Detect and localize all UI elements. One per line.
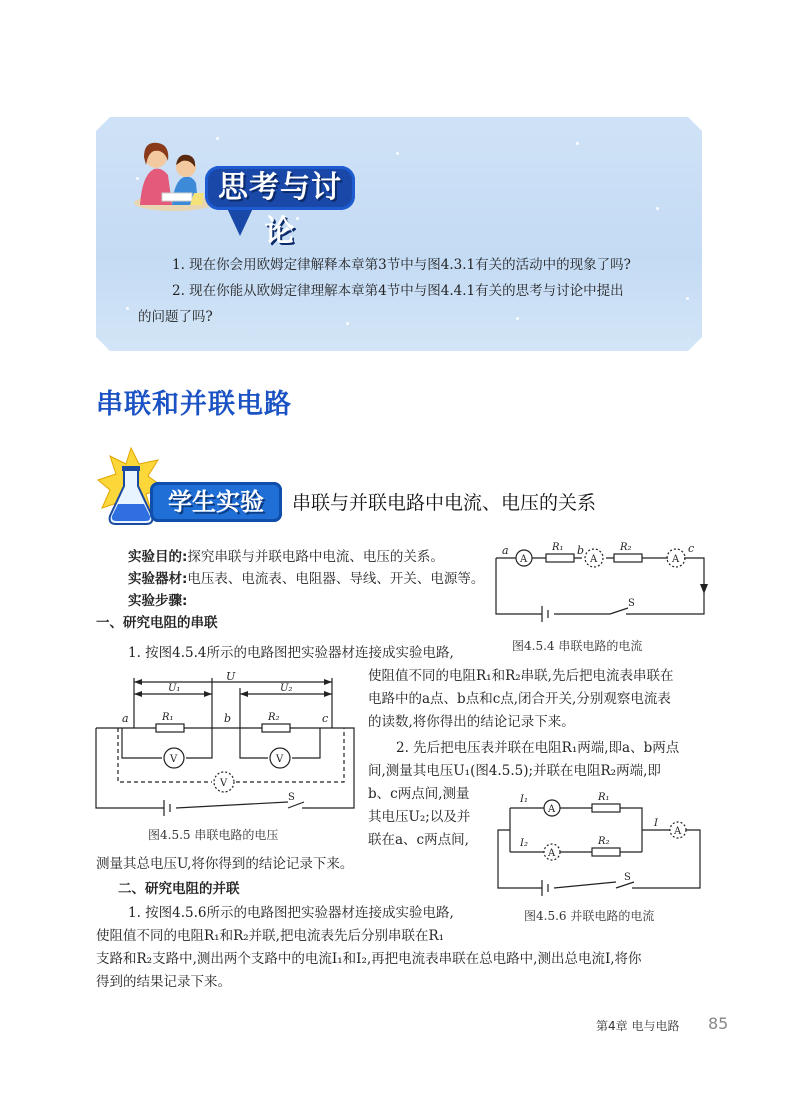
paragraph3-line2: 使阻值不同的电阻R₁和R₂并联,把电流表先后分别串联在R₁ (96, 928, 445, 944)
purpose-text: 探究串联与并联电路中电流、电压的关系。 (187, 549, 444, 565)
resistor-r2-icon (262, 724, 290, 732)
r2-label: R₂ (620, 542, 632, 553)
paragraph2-line2: 间,测量其电压U₁(图4.5.5);并联在电阻R₂两端,即 (368, 763, 661, 779)
steps-label: 实验步骤: (128, 593, 188, 609)
resistor-r2-icon (614, 554, 642, 562)
switch-label: S (624, 872, 631, 883)
paragraph3-line1: 1. 按图4.5.6所示的电路图把实验器材连接成实验电路, (128, 905, 454, 921)
i-label: I (654, 818, 658, 829)
paragraph1-line3: 电路中的a点、b点和c点,闭合开关,分别观察电流表 (368, 691, 671, 707)
part1-heading: 一、研究电阻的串联 (96, 615, 218, 631)
figure-4-5-6-circuit (490, 786, 712, 900)
paragraph3-line3: 支路和R₂支路中,测出两个支路中的电流I₁和I₂,再把电流表串联在总电路中,测出总电流I,将你 (96, 951, 642, 967)
ammeter-branch2-label: A (548, 848, 556, 859)
paragraph2-line4: 其电压U₂;以及并 (368, 809, 471, 825)
resistor-r1-icon (156, 724, 184, 732)
r1-label: R₁ (552, 542, 564, 553)
switch-label: S (628, 598, 635, 609)
page-number: 85 (708, 1014, 729, 1033)
purpose-line (128, 546, 444, 568)
battery-icon (542, 606, 548, 622)
part2-heading: 二、研究电阻的并联 (118, 881, 240, 897)
figure-4-5-5-circuit (92, 672, 358, 816)
resistor-r1-icon (546, 554, 574, 562)
point-a-label: a (122, 712, 129, 725)
figure-4-5-6-caption: 图4.5.6 并联电路的电流 (524, 909, 655, 923)
paragraph2-line3: b、c两点间,测量 (368, 786, 470, 802)
voltmeter-1-label: V (170, 754, 178, 765)
point-c-label: c (322, 712, 329, 725)
purpose-label: 实验目的: (128, 549, 188, 565)
equipment-line (128, 568, 484, 590)
battery-icon (164, 800, 170, 816)
ammeter-b-label: A (590, 554, 598, 565)
experiment-badge-label: 学生实验 (168, 488, 264, 516)
experiment-subtitle: 串联与并联电路中电流、电压的关系 (292, 492, 597, 514)
section-heading: 串联和并联电路 (96, 389, 292, 420)
u1-label: U₁ (168, 683, 181, 694)
resistor-r2-icon (592, 848, 620, 856)
equipment-text: 电压表、电流表、电阻器、导线、开关、电源等。 (187, 571, 485, 587)
footer-chapter: 第4章 电与电路 (596, 1019, 680, 1033)
u2-label: U₂ (280, 683, 293, 694)
ammeter-branch1-label: A (548, 804, 556, 815)
point-c-label: c (688, 542, 695, 555)
r1-label: R₁ (598, 792, 610, 803)
paragraph2-line1: 2. 先后把电压表并联在电阻R₁两端,即a、b两点 (396, 740, 680, 756)
ammeter-total-label: A (674, 826, 682, 837)
paragraph1-line4: 的读数,将你得出的结论记录下来。 (368, 714, 575, 730)
resistor-r1-icon (592, 804, 620, 812)
i2-label: I₂ (520, 838, 528, 849)
question-2-line1: 2. 现在你能从欧姆定律理解本章第4节中与图4.4.1有关的思考与讨论中提出 (172, 283, 624, 299)
point-b-label: b (224, 712, 232, 725)
point-b-label: b (577, 544, 585, 557)
figure-4-5-5-caption: 图4.5.5 串联电路的电压 (148, 828, 279, 842)
question-2-line2: 的问题了吗? (138, 309, 213, 325)
paragraph2-line6: 测量其总电压U,将你得到的结论记录下来。 (96, 856, 354, 872)
equipment-label: 实验器材: (128, 571, 188, 587)
voltmeter-2-label: V (276, 754, 284, 765)
ammeter-a-label: A (520, 554, 528, 565)
paragraph2-line5: 联在a、c两点间, (368, 832, 469, 848)
question-1: 1. 现在你会用欧姆定律解释本章第3节中与图4.3.1有关的活动中的现象了吗? (172, 257, 631, 273)
think-discuss-title: 思考与讨论 (218, 170, 342, 249)
speech-bubble-tail (222, 206, 262, 240)
figure-4-5-4-circuit (484, 538, 716, 628)
point-a-label: a (502, 544, 509, 557)
paragraph3-line4: 得到的结果记录下来。 (96, 974, 231, 990)
figure-4-5-4-caption: 图4.5.4 串联电路的电流 (512, 639, 643, 653)
switch-label: S (288, 792, 295, 803)
paragraph1-line2: 使阻值不同的电阻R₁和R₂串联,先后把电流表串联在 (368, 668, 674, 684)
r1-label: R₁ (162, 712, 174, 723)
voltmeter-total-label: V (220, 778, 228, 789)
i1-label: I₁ (520, 794, 528, 805)
ammeter-c-label: A (672, 554, 680, 565)
r2-label: R₂ (598, 836, 610, 847)
r2-label: R₂ (268, 712, 280, 723)
u-label: U (226, 672, 236, 683)
switch-icon (610, 608, 628, 614)
battery-icon (542, 880, 548, 896)
paragraph1-line1: 1. 按图4.5.4所示的电路图把实验器材连接成实验电路, (128, 645, 454, 661)
